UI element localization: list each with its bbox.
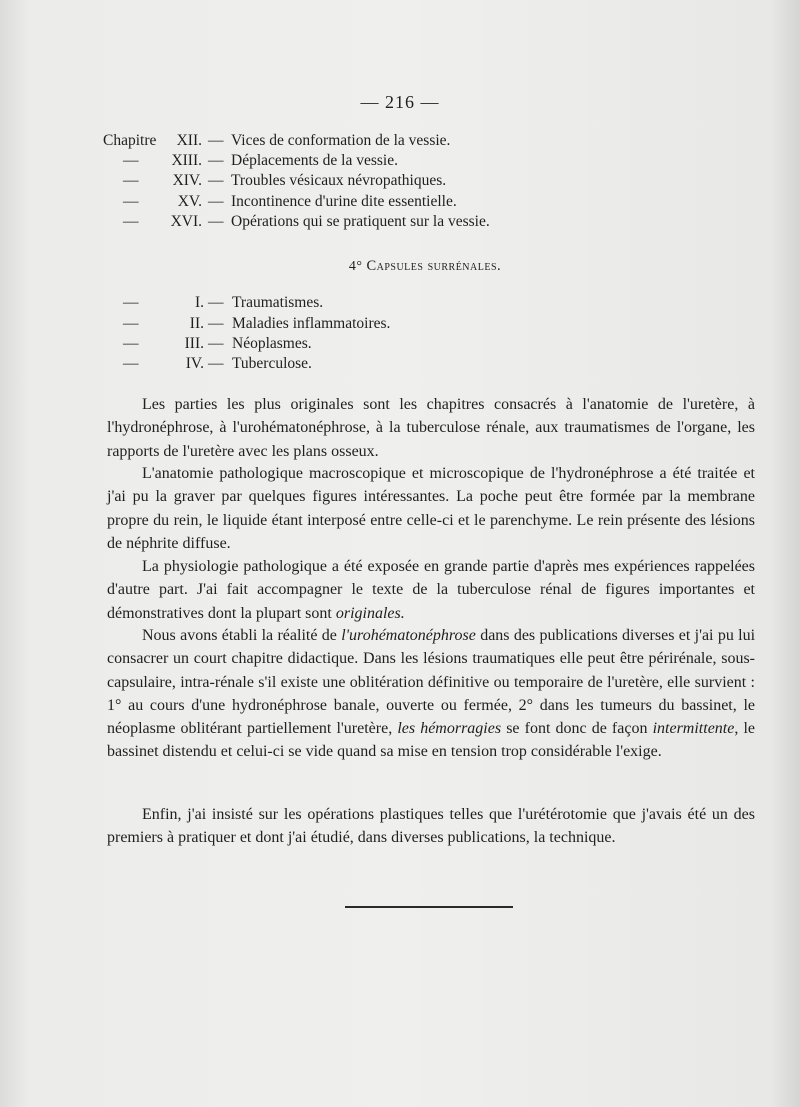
paragraph-text: dans des publications diverses et j'ai pu lui consacrer un court chapitre didactique. Dans les lésions traumatiques elle peut être périrénale, sous-capsulaire, intra-rénale s'il existe une oblitération définitive ou temporaire de l'uretère, elle survient : 1° au cours d'une hydronéphrose banale, ouverte ou fermée, 2° dans les tumeurs du bassinet, le néoplasme oblitérant partiellement l'uretère, xyxy=(107,627,756,738)
chapter-dash: — xyxy=(208,132,224,149)
page-number: — 216 — xyxy=(360,92,440,112)
chapter-numeral: III. xyxy=(184,335,204,352)
chapter-numeral: XIV. xyxy=(172,172,202,189)
chapter-numeral: II. xyxy=(189,315,204,332)
paragraph-text: L'anatomie pathologique macroscopique et microscopique de l'hydronéphrose a été traitée et j'ai pu la graver par quelques figures intéressantes. La poche peut être formée par la membrane propre du rein, le liquide étant interposé entre celle-ci et le parenchyme. Le rein présente des lésions de néphrite diffuse. xyxy=(107,465,755,552)
paragraph-text: Nous avons établi la réalité de xyxy=(142,627,337,644)
chapter-dash: — xyxy=(208,172,224,189)
chapter-title: Troubles vésicaux névropathiques. xyxy=(231,172,447,189)
chapter-title: Vices de conformation de la vessie. xyxy=(231,132,451,149)
chapter-numeral: XV. xyxy=(177,193,202,210)
body-paragraph xyxy=(107,462,755,555)
body-paragraph xyxy=(107,803,755,850)
chapter-dash: — xyxy=(208,294,224,311)
paragraph-text: Enfin, j'ai insisté sur les opérations plastiques telles que l'urétérotomie que j'avais été un des premiers à pratiquer et dont j'ai étudié, dans diverses publications, la technique. xyxy=(107,806,755,847)
body-paragraph xyxy=(107,555,755,625)
chapter-title: Déplacements de la vessie. xyxy=(231,152,398,169)
chapter-prefix: — xyxy=(123,335,139,352)
chapter-title: Incontinence d'urine dite essentielle. xyxy=(231,193,457,210)
chapter-prefix: — xyxy=(123,152,139,169)
chapter-numeral: IV. xyxy=(185,355,204,372)
chapter-numeral: XIII. xyxy=(171,152,202,169)
italic-text: l'urohématonéphrose xyxy=(341,627,476,644)
chapter-prefix: — xyxy=(123,294,139,311)
chapter-dash: — xyxy=(208,152,224,169)
chapter-numeral: I. xyxy=(194,294,204,311)
italic-text: intermittente xyxy=(652,720,735,738)
body-paragraph xyxy=(107,624,755,764)
chapter-dash: — xyxy=(208,213,224,230)
chapter-dash: — xyxy=(208,355,224,372)
chapter-prefix: — xyxy=(123,172,139,189)
chapter-dash: — xyxy=(208,193,224,210)
italic-text: les hémorragies xyxy=(397,720,502,738)
chapter-numeral: XII. xyxy=(176,132,202,149)
paragraph-text: La physiologie pathologique a été exposée en grande partie d'après mes expériences rappelées d'autre part. J'ai fait accompagner le texte de la tuberculose rénal de figures importantes et démonstratives dont la plupart sont xyxy=(107,558,755,622)
chapter-title: Tuberculose. xyxy=(232,355,312,372)
section-title: Capsules surrénales. xyxy=(366,258,502,274)
chapter-numeral: XVI. xyxy=(170,213,202,230)
chapter-prefix: — xyxy=(123,355,139,372)
section-divider xyxy=(345,906,513,908)
chapter-dash: — xyxy=(208,315,224,332)
chapter-dash: — xyxy=(208,335,224,352)
chapter-title: Maladies inflammatoires. xyxy=(232,315,391,332)
italic-text: originales. xyxy=(335,604,405,622)
chapter-prefix: — xyxy=(123,213,139,230)
chapter-prefix: Chapitre xyxy=(103,132,157,149)
paragraph-text: , le bassinet distendu et celui-ci se vide quand sa mise en tension trop considérable l'exige. xyxy=(107,720,755,761)
section-number: 4° xyxy=(348,259,363,274)
chapter-title: Traumatismes. xyxy=(232,294,324,311)
body-paragraph xyxy=(107,393,755,463)
chapter-title: Opérations qui se pratiquent sur la vessie. xyxy=(231,213,490,230)
paragraph-text: se font donc de façon xyxy=(506,720,648,738)
chapter-prefix: — xyxy=(123,315,139,332)
paragraph-text: Les parties les plus originales sont les chapitres consacrés à l'anatomie de l'uretère, à l'hydronéphrose, à l'urohématonéphrose, à la tuberculose rénale, aux traumatismes de l'organe, les rapports de l'uretère avec les plans osseux. xyxy=(107,396,755,460)
chapter-prefix: — xyxy=(123,193,139,210)
chapter-title: Néoplasmes. xyxy=(232,335,312,352)
section-heading xyxy=(0,258,800,275)
